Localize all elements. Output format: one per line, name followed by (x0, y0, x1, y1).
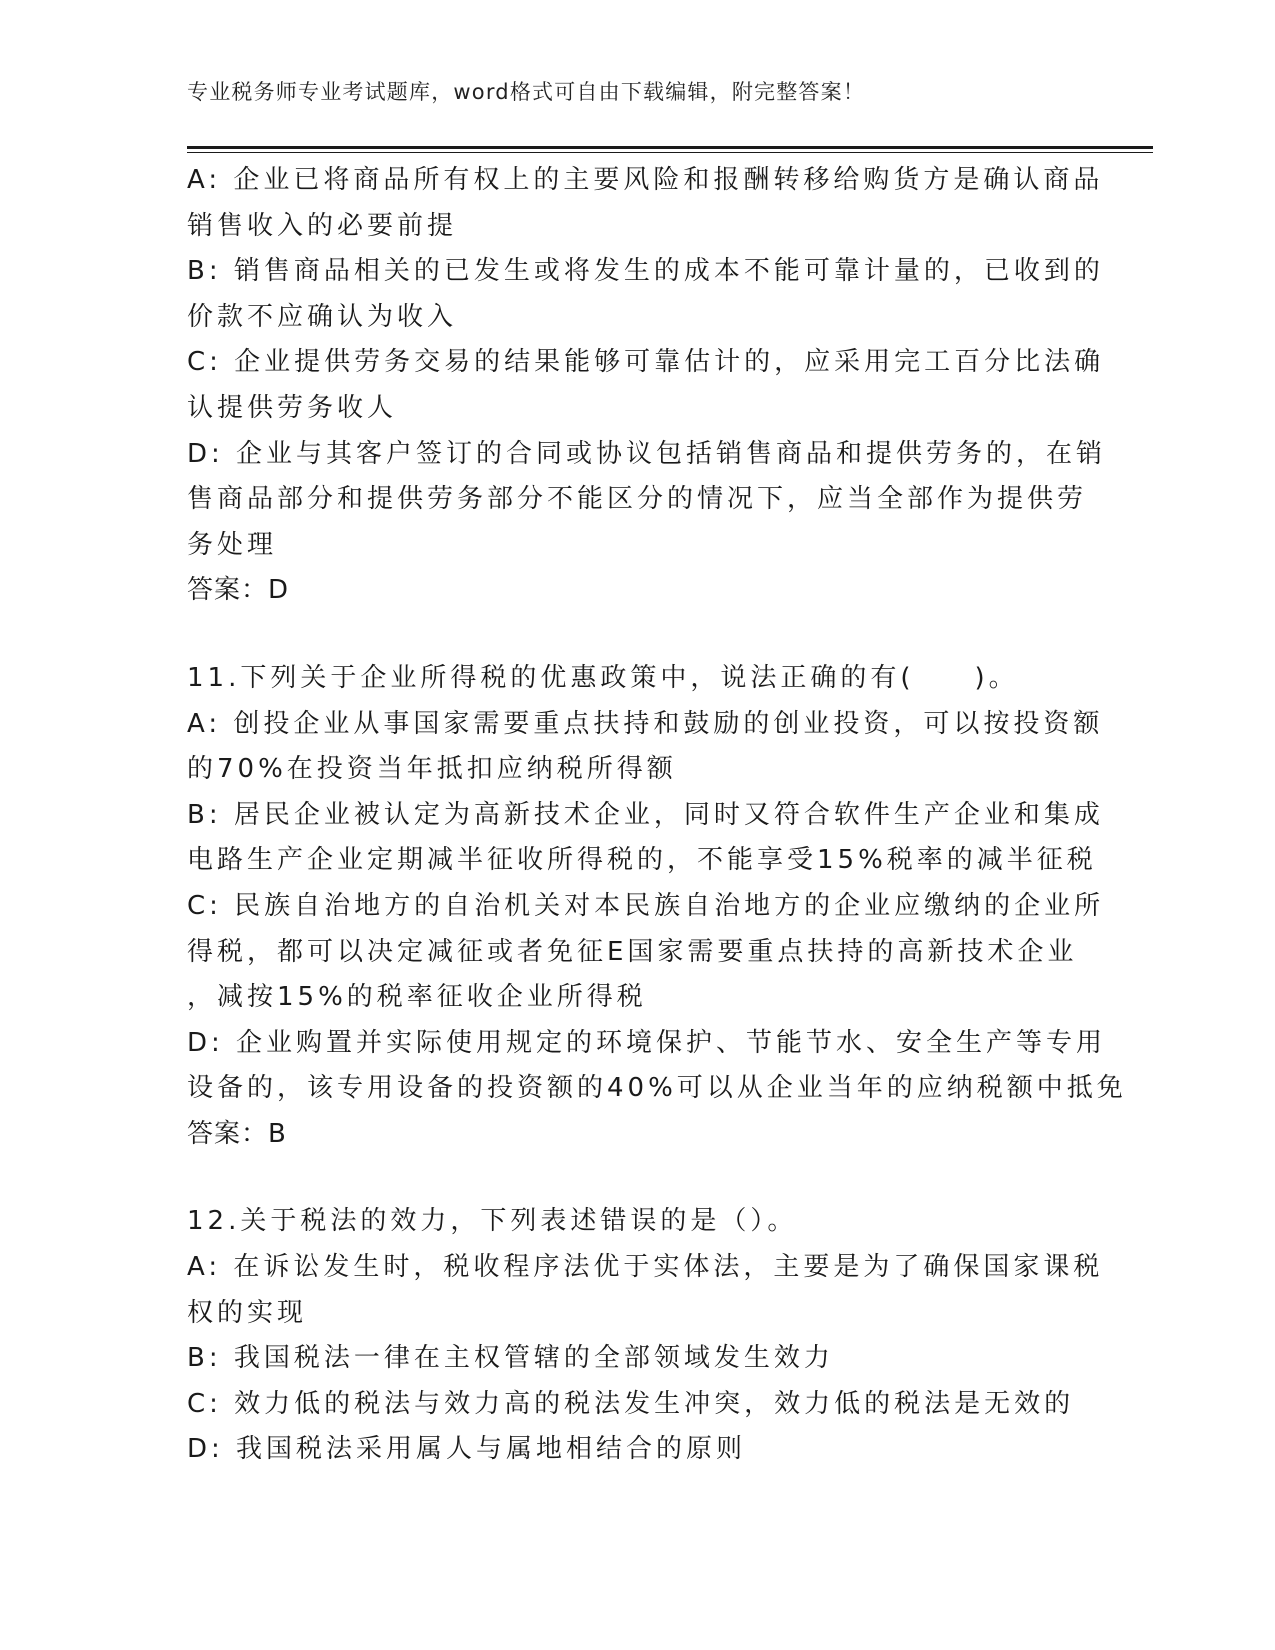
q10-option-line: 认提供劳务收人 (187, 392, 398, 423)
q10-option-line: B: 销售商品相关的已发生或将发生的成本不能可靠计量的，已收到的 (187, 256, 1104, 287)
q11-option-line: 的70%在投资当年抵扣应纳税所得额 (187, 754, 677, 785)
q12-option-line: 权的实现 (187, 1297, 308, 1328)
q12-option-line: B: 我国税法一律在主权管辖的全部领域发生效力 (187, 1343, 834, 1374)
q11-answer: 答案：B (187, 1118, 287, 1149)
question-11-block (187, 656, 1127, 1158)
question-spacer (187, 1157, 1087, 1199)
q10-option-line: C: 企业提供劳务交易的结果能够可靠估计的，应采用完工百分比法确 (187, 347, 1105, 378)
q10-answer: 答案：D (187, 575, 290, 606)
q12-option-line: A: 在诉讼发生时，税收程序法优于实体法，主要是为了确保国家课税 (187, 1252, 1104, 1283)
q10-option-line: 售商品部分和提供劳务部分不能区分的情况下，应当全部作为提供劳 (187, 484, 1088, 515)
header-rule-thick (187, 146, 1153, 149)
q12-question-text: 12.关于税法的效力，下列表述错误的是（）。 (187, 1206, 798, 1237)
q10-option-line: 销售收入的必要前提 (187, 210, 458, 241)
q11-option-line: D: 企业购置并实际使用规定的环境保护、节能节水、安全生产等专用 (187, 1027, 1107, 1058)
question-spacer (187, 614, 1087, 656)
header-rule-thin (187, 152, 1153, 153)
q11-option-line: 电路生产企业定期减半征收所得税的，不能享受15%税率的减半征税 (187, 845, 1097, 876)
q11-option-line: 得税，都可以决定减征或者免征E国家需要重点扶持的高新技术企业 (187, 936, 1078, 967)
question-10-block (187, 158, 1107, 614)
q11-question-text: 11.下列关于企业所得税的优惠政策中，说法正确的有( )。 (187, 662, 1019, 693)
q11-option-line: 设备的，该专用设备的投资额的40%可以从企业当年的应纳税额中抵免 (187, 1073, 1127, 1104)
q11-option-line: B: 居民企业被认定为高新技术企业，同时又符合软件生产企业和集成 (187, 799, 1104, 830)
q12-option-line: D: 我国税法采用属人与属地相结合的原则 (187, 1434, 747, 1465)
q12-option-line: C: 效力低的税法与效力高的税法发生冲突，效力低的税法是无效的 (187, 1388, 1075, 1419)
q11-option-line: A: 创投企业从事国家需要重点扶持和鼓励的创业投资，可以按投资额 (187, 708, 1104, 739)
question-content (187, 158, 1127, 1473)
page-header: 专业税务师专业考试题库，word格式可自由下载编辑，附完整答案！ (187, 80, 866, 104)
question-12-block (187, 1199, 1104, 1473)
q11-option-line: C: 民族自治地方的自治机关对本民族自治地方的企业应缴纳的企业所 (187, 890, 1105, 921)
q10-option-line: 价款不应确认为收入 (187, 301, 458, 332)
q11-option-line: ，减按15%的税率征收企业所得税 (187, 982, 647, 1013)
q10-option-line: D: 企业与其客户签订的合同或协议包括销售商品和提供劳务的，在销 (187, 438, 1107, 469)
q10-option-line: 务处理 (187, 529, 278, 560)
q10-option-line: A: 企业已将商品所有权上的主要风险和报酬转移给购货方是确认商品 (187, 165, 1104, 195)
